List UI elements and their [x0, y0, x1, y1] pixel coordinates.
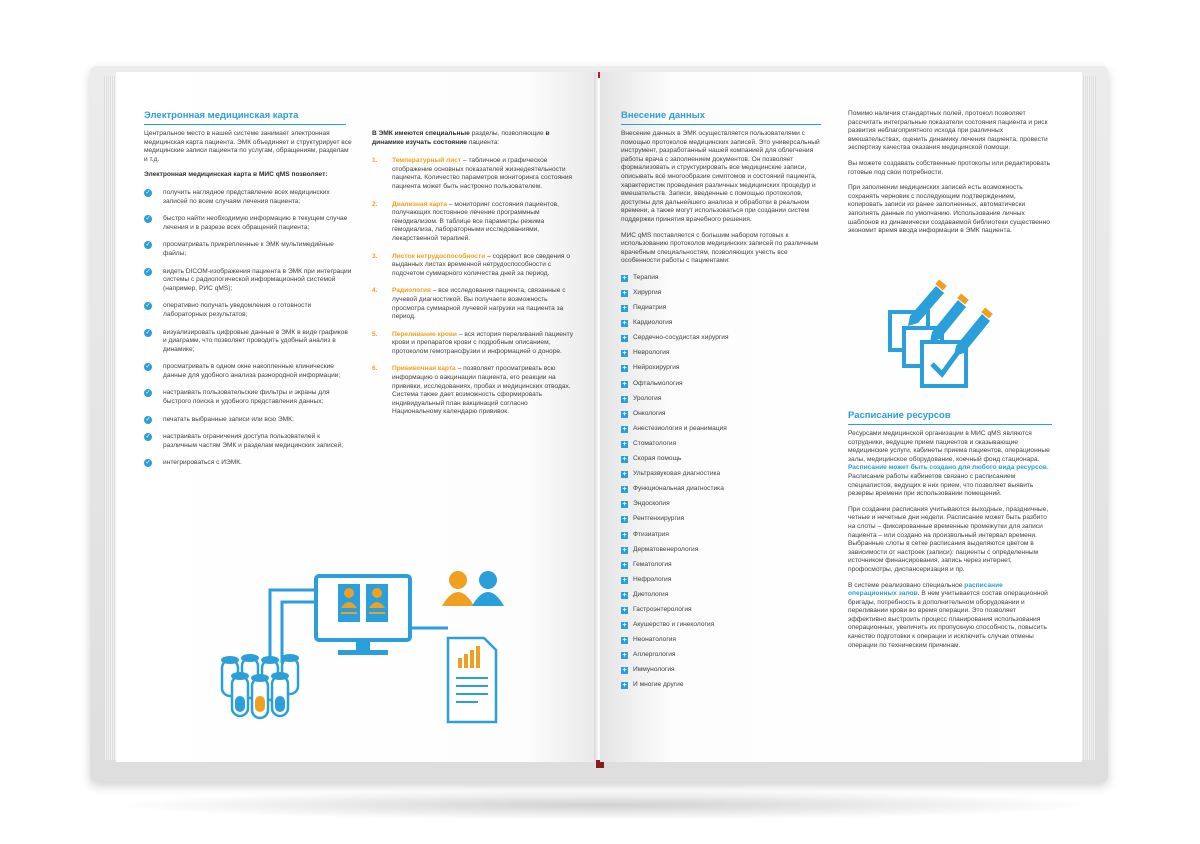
allows-item-text: получить наглядное представление всех медицинских записей по всем случаям лечения пациента;	[163, 188, 330, 205]
section-number: 2.	[372, 200, 378, 208]
emk-section-title: Электронная медицинская карта	[144, 110, 346, 125]
specialty-label: И многие другие	[633, 681, 684, 689]
specialty-label: Неврология	[633, 349, 670, 357]
pencils-checklist-icon	[880, 276, 1020, 396]
plus-icon: +	[622, 305, 627, 313]
section-text: – содержит все сведения о выданных листах временной нетрудоспособности с подсчетом суммарного количества дней за период.	[392, 252, 570, 277]
plus-icon: +	[622, 365, 627, 373]
plus-icon: +	[622, 410, 627, 418]
plus-icon: +	[622, 591, 627, 599]
section-item	[372, 365, 578, 417]
monitor-icon	[316, 576, 410, 655]
check-icon: ✓	[145, 268, 151, 275]
allows-item	[144, 389, 352, 406]
sections-intro-mid: разделы, позволяющие	[469, 130, 546, 137]
section-title: Температурный лист	[392, 157, 462, 165]
plus-icon: +	[622, 667, 627, 675]
page-edges-right	[1082, 76, 1096, 760]
schedule-title: Расписание ресурсов	[848, 410, 1052, 425]
section-text: – вся история переливаний пациенту крови и препаратов крови с подробным описанием, протоколом гемотрансфузии и информацией о доноре.	[392, 330, 574, 355]
plus-icon: +	[622, 471, 627, 479]
specialty-label: Дерматовенерология	[633, 545, 699, 553]
section-text: – табличное и графическое отображение основных показателей жизнедеятельности пациента. Количество параметров мониторинга состояния пациента может быть настроено пользователем.	[392, 157, 573, 190]
allows-item	[144, 459, 352, 468]
section-item	[372, 201, 578, 244]
specialty-item	[621, 289, 823, 304]
specialty-item	[621, 470, 823, 485]
schedule-p1-a: Ресурсами медицинской организации в МИС qMS являются сотрудники, ведущие прием пациентов и оказывающие медицинские услуги, кабинеты приема пациентов, операционные залы, медицинское оборудование, коечный фонд стационара.	[848, 430, 1050, 463]
specialty-item	[621, 274, 823, 289]
allows-item-text: оперативно получать уведомления о готовности лабораторных результатов;	[163, 302, 312, 318]
right-page	[600, 72, 1082, 762]
schedule-p1-b: Расписание работы кабинетов связано с расписанием специалистов, ведущих в них прием, что позволяет выявить резервы времени при использовании помещений.	[848, 472, 1034, 498]
user-icon	[442, 571, 504, 606]
specialty-item	[621, 546, 823, 561]
plus-icon: +	[622, 576, 627, 584]
plus-icon: +	[622, 350, 627, 358]
specialty-label: Сердечно-сосудистая хирургия	[633, 334, 729, 342]
specialty-label: Функциональная диагностика	[633, 485, 724, 493]
protocol-p1: Помимо наличия стандартных полей, протокол позволяет рассчитать интегральные показатели состояния пациента и риск развития неблагоприятного исхода при различных вмешательствах, оценить динамику лечения пациента, провести экспертизу качества оказания медицинской помощи.	[848, 110, 1048, 152]
specialty-item	[621, 531, 823, 546]
sections-intro-end: пациента:	[466, 138, 500, 146]
plus-icon: +	[622, 380, 627, 388]
specialty-item	[621, 666, 823, 681]
specialty-label: Рентгенхирургия	[633, 515, 685, 523]
specialty-item	[621, 561, 823, 576]
specialty-item	[621, 395, 823, 410]
plus-icon: +	[622, 425, 627, 433]
specialty-item	[621, 636, 823, 651]
specialty-item	[621, 304, 823, 319]
plus-icon: +	[622, 652, 627, 660]
plus-icon: +	[622, 290, 627, 297]
allows-item-text: видеть DICOM-изображения пациента в ЭМК при интеграции системы с радиологической информационной системой (например, РИС qMS);	[163, 267, 352, 292]
specialty-label: Скорая помощь	[633, 455, 682, 463]
plus-icon: +	[622, 516, 627, 524]
check-icon: ✓	[145, 216, 151, 223]
allows-item-text: интегрироваться с ИЭМК.	[163, 459, 242, 467]
section-number: 5.	[372, 330, 378, 338]
sections-intro	[372, 130, 578, 147]
allows-item	[144, 241, 352, 258]
specialty-label: Фтизиатрия	[633, 530, 669, 538]
specialty-label: Хирургия	[633, 289, 662, 296]
check-icon: ✓	[145, 390, 151, 397]
specialty-item	[621, 364, 823, 379]
section-text: – позволяет просматривать всю информацию о вакцинации пациента, его реакции на прививки, исследованиях, пробах и медицинских отводах. Система также дает возможность сформировать индивидуальный план вакцинаций согласно Национальному календарю прививок.	[392, 365, 571, 416]
section-number: 3.	[372, 252, 378, 260]
schedule-p1-highlight: Расписание может быть создано для любого вида ресурсов.	[848, 464, 1049, 472]
specialty-label: Педиатрия	[633, 304, 667, 312]
section-number: 4.	[372, 287, 378, 295]
specialty-item	[621, 651, 823, 666]
specialty-label: Нефрология	[633, 575, 672, 583]
schedule-p3-a: В системе реализовано специальное	[848, 581, 965, 589]
specialty-label: Аллергология	[633, 651, 676, 659]
schedule-p3-highlight: расписание операционных залов.	[848, 581, 1003, 598]
specialty-label: Кардиология	[633, 319, 673, 327]
report-icon	[448, 638, 496, 722]
schedule-p3-b: В нем учитывается состав операционной бригады, потребность в дополнительном оборудовании и переливании крови во время операции. Это позволяет эффективно выстроить процесс планирования использования операционных, увеличить их пропускную способность, повысить качество подготовки к операции и исключить случаи отмены операции по техническим причинам.	[848, 590, 1048, 649]
specialty-label: Гематология	[633, 560, 672, 568]
allows-item	[144, 329, 352, 355]
allows-item	[144, 189, 352, 206]
plus-icon: +	[622, 622, 627, 630]
plus-icon: +	[622, 335, 627, 343]
page-edges-left	[104, 76, 116, 760]
plus-icon: +	[622, 274, 627, 282]
section-text: – мониторинг состояния пациентов, получающих постоянное лечение программным гемодиализом. В таблице все параметры режима гемодиализа, лабораторными исследованиями, лекарственной терапией.	[392, 200, 559, 242]
specialty-label: Онкология	[633, 409, 666, 417]
allows-item	[144, 268, 352, 294]
allows-item	[144, 363, 352, 380]
specialty-item	[621, 485, 823, 500]
specialty-item	[621, 515, 823, 530]
specialty-label: Иммунология	[633, 666, 675, 674]
specialty-label: Анестезиология и реанимация	[633, 424, 727, 432]
specialty-item	[621, 621, 823, 636]
allows-heading: Электронная медицинская карта в МИС qMS позволяет:	[144, 171, 328, 179]
section-number: 1.	[372, 157, 378, 165]
templates-text: МИС qMS поставляется с большим набором готовых к использованию протоколов медицинских записей по различным врачебным специальностям, позволяющих учесть все особенности работы с пациентами:	[621, 231, 819, 265]
specialty-item	[621, 440, 823, 455]
section-text: – все исследования пациента, связанные с лучевой диагностикой. Вы получаете возможность просмотра суммарной лучевой нагрузки на пациента за период.	[392, 287, 566, 321]
allows-item-text: просматривать прикрепленные к ЭМК мультимедийные файлы;	[163, 241, 334, 257]
plus-icon: +	[622, 606, 627, 614]
sections-intro-bold-2: в динамике изучать состояние	[372, 130, 550, 146]
schedule-column	[848, 430, 1052, 657]
check-icon: ✓	[145, 364, 151, 371]
plus-icon: +	[622, 637, 627, 645]
plus-icon: +	[622, 682, 627, 690]
specialty-label: Неонатология	[633, 636, 676, 644]
schedule-p1	[848, 430, 1052, 499]
protocol-column	[848, 110, 1052, 243]
specialty-label: Нейрохирургия	[633, 364, 680, 372]
section-item	[372, 287, 578, 321]
specialty-label: Акушерство и гинекология	[633, 621, 715, 629]
left-column	[144, 130, 352, 477]
specialty-item	[621, 591, 823, 606]
section-number: 6.	[372, 365, 378, 373]
plus-icon: +	[622, 320, 627, 328]
allows-item-text: печатать выбранные записи или всю ЭМК;	[163, 415, 294, 423]
section-item	[372, 253, 578, 279]
specialty-label: Урология	[633, 394, 662, 402]
sections-list	[372, 157, 578, 417]
section-title: Диализная карта	[392, 200, 448, 208]
book-shadow	[110, 790, 1100, 820]
allows-item	[144, 433, 352, 450]
plus-icon: +	[622, 440, 627, 448]
allows-item-text: просматривать в одном окне накопленные клинические данные для удобного анализа разнородной информации;	[163, 363, 341, 379]
data-entry-text: Внесение данных в ЭМК осуществляется пользователями с помощью протоколов медицинских записей. Это универсальный инструмент, разработанный нашей компанией для облегчения работы врача с заполнением документов. Он позволяет формализовать и структурировать все медицинские записи, описывать всё многообразие симптомов и состояний пациента, характеристик проведения различных медицинских процедур и вмешательств. Записи, введенные с помощью протоколов, доступны для дальнейшего анализа и обработки в реальном времени, а также могут использоваться при создании систем поддержки принятия врачебного решения.	[621, 130, 820, 223]
specialty-item	[621, 681, 823, 696]
specialty-item	[621, 425, 823, 440]
schedule-p3	[848, 582, 1052, 651]
check-icon: ✓	[145, 189, 151, 196]
plus-icon: +	[622, 456, 627, 464]
emk-illustration	[212, 568, 522, 728]
left-page	[116, 72, 598, 762]
schedule-p2: При создании расписания учитываются выходные, праздничные, четные и нечетные дни недели. Расписание может быть разбито на слоты – фиксированные временные промежутки для записи пациента – или создано на произвольный интервал времени. Выбранные слоты в сетке расписания выделяются цветом в зависимости от настроек (записи): пациенты с определенным источником финансирования, запись через интернет, профосмотры, диспансеризация и пр.	[848, 505, 1049, 573]
specialty-item	[621, 410, 823, 425]
section-title: Переливание крови	[392, 330, 457, 338]
plus-icon: +	[622, 486, 627, 494]
allows-item-text: настраивать ограничения доступа пользователей к различным частям ЭМК и разделам медицинских записей;	[163, 433, 344, 449]
specialty-item	[621, 455, 823, 470]
allows-item	[144, 215, 352, 232]
allows-item	[144, 302, 352, 319]
allows-item-text: настраивать пользовательские фильтры и экраны для быстрого поиска и удобного представления данных;	[163, 389, 330, 406]
specialty-label: Гастроэнтерология	[633, 605, 692, 613]
specialty-item	[621, 380, 823, 395]
specialties-list	[621, 274, 823, 697]
allows-item	[144, 416, 352, 425]
protocol-p3: При заполнении медицинских записей есть возможность сохранять черновик с последующим подтверждением, копировать записи из ранее заполненных, автоматически заполнять данные по умолчанию. Использование личных шаблонов из динамически создаваемой библиотеки существенно экономит время ввода информации в ЭМК пациента.	[848, 184, 1050, 235]
sections-intro-bold-1: В ЭМК имеются специальные	[372, 130, 470, 137]
plus-icon: +	[622, 561, 627, 569]
check-icon: ✓	[145, 460, 151, 467]
protocol-p2: Вы можете создавать собственные протоколы или редактировать готовые под свои потребности.	[848, 159, 1051, 176]
data-entry-title: Внесение данных	[621, 110, 821, 125]
check-icon: ✓	[145, 303, 151, 310]
section-title: Радиология	[392, 287, 431, 295]
section-title: Листок нетрудоспособности	[392, 252, 486, 260]
specialty-label: Стоматология	[633, 439, 677, 447]
check-icon: ✓	[145, 416, 151, 423]
specialty-label: Терапия	[633, 273, 659, 281]
emk-intro: Центральное место в нашей системе занимает электронная медицинская карта пациента. ЭМК объединяет и структурирует все медицинские записи пациента по услугам, обращениям, разделам и т.д.	[144, 130, 352, 163]
specialty-label: Ультразвуковая диагностика	[633, 470, 721, 478]
specialty-item	[621, 349, 823, 364]
allows-list	[144, 189, 352, 468]
allows-item-text: визуализировать цифровые данные в ЭМК в виде графиков и диаграмм, что позволяет проводить удобный анализ в динамике;	[163, 328, 348, 353]
check-icon: ✓	[145, 434, 151, 441]
plus-icon: +	[622, 531, 627, 539]
section-item	[372, 157, 578, 191]
specialty-label: Офтальмология	[633, 379, 683, 387]
section-title: Прививочная карта	[392, 365, 456, 373]
right-column	[372, 130, 578, 426]
allows-item-text: быстро найти необходимую информацию в текущем случае лечения и в разрезе всех обращений пациента;	[163, 215, 348, 231]
data-entry-column	[621, 130, 823, 697]
lab-tubes-icon	[221, 654, 299, 718]
plus-icon: +	[622, 546, 627, 554]
specialty-item	[621, 334, 823, 349]
check-icon: ✓	[145, 329, 151, 336]
plus-icon: +	[622, 501, 627, 509]
specialty-item	[621, 606, 823, 621]
check-icon: ✓	[145, 242, 151, 249]
specialty-label: Эндоскопия	[633, 500, 670, 508]
specialty-item	[621, 319, 823, 334]
specialty-item	[621, 500, 823, 515]
specialty-item	[621, 576, 823, 591]
specialty-label: Диетология	[633, 590, 669, 598]
plus-icon: +	[622, 395, 627, 403]
section-item	[372, 331, 578, 357]
